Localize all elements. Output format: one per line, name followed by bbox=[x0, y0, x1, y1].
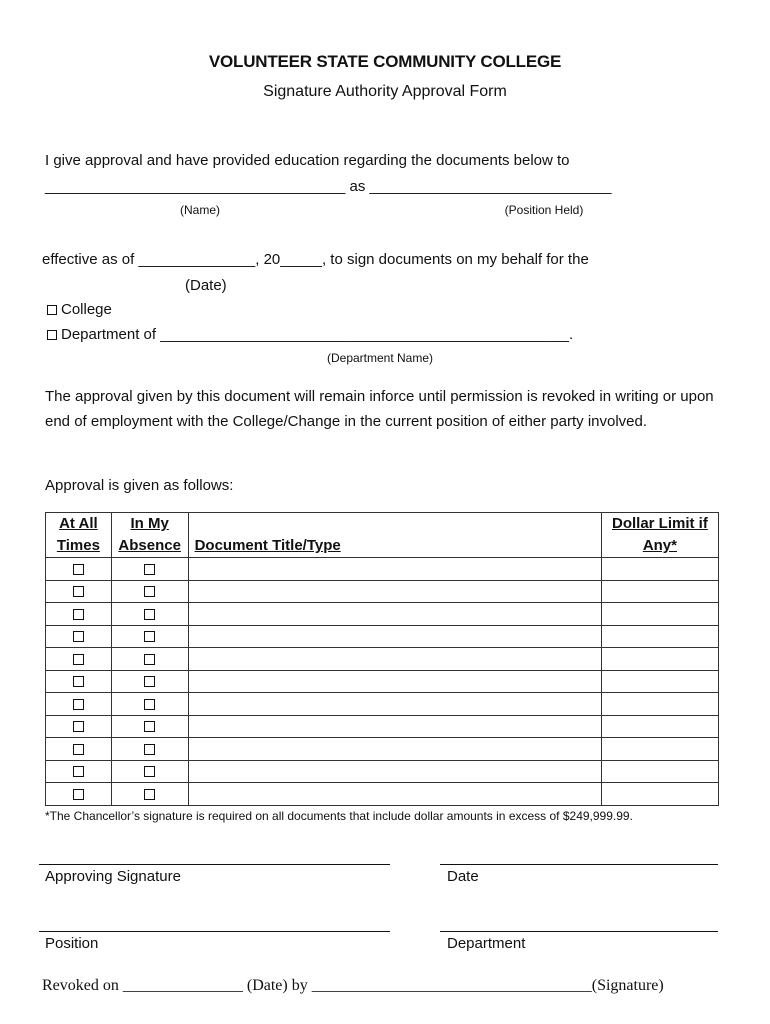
dollar-limit-cell[interactable] bbox=[601, 715, 718, 738]
table-row bbox=[46, 760, 719, 783]
at-all-times-cell-checkbox[interactable] bbox=[73, 631, 84, 642]
in-my-absence-cell-checkbox[interactable] bbox=[144, 766, 155, 777]
document-title-cell[interactable] bbox=[188, 670, 601, 693]
chancellor-footnote: *The Chancellor’s signature is required on all documents that include dollar amounts in excess of $249,999.99. bbox=[45, 809, 633, 823]
document-title-cell[interactable] bbox=[188, 738, 601, 761]
date-signature-line[interactable] bbox=[440, 864, 718, 865]
department-checkbox[interactable] bbox=[47, 330, 57, 340]
at-all-times-cell-checkbox[interactable] bbox=[73, 586, 84, 597]
document-title-cell[interactable] bbox=[188, 760, 601, 783]
header-at-all-times: At All Times bbox=[46, 513, 112, 558]
department-line[interactable] bbox=[440, 931, 718, 932]
table-header-row bbox=[46, 513, 719, 558]
in-my-absence-cell-checkbox[interactable] bbox=[144, 699, 155, 710]
at-all-times-cell-checkbox[interactable] bbox=[73, 609, 84, 620]
revoked-line[interactable]: Revoked on _______________ (Date) by ___________________________________(Signature) bbox=[42, 977, 664, 994]
at-all-times-cell bbox=[46, 693, 112, 716]
table-row bbox=[46, 648, 719, 671]
document-title-cell[interactable] bbox=[188, 580, 601, 603]
effective-date-line[interactable]: effective as of ______________, 20_____, to sign documents on my behalf for the bbox=[42, 251, 589, 268]
document-title-cell[interactable] bbox=[188, 693, 601, 716]
at-all-times-cell-checkbox[interactable] bbox=[73, 789, 84, 800]
in-my-absence-cell-checkbox[interactable] bbox=[144, 789, 155, 800]
document-title-cell[interactable] bbox=[188, 715, 601, 738]
in-my-absence-cell bbox=[111, 738, 188, 761]
at-all-times-cell bbox=[46, 603, 112, 626]
in-my-absence-cell bbox=[111, 603, 188, 626]
form-title: VOLUNTEER STATE COMMUNITY COLLEGE bbox=[208, 52, 562, 71]
name-caption: (Name) bbox=[179, 203, 220, 217]
intro-line: I give approval and have provided education regarding the documents below to bbox=[45, 152, 570, 169]
at-all-times-cell-checkbox[interactable] bbox=[73, 654, 84, 665]
in-my-absence-cell bbox=[111, 648, 188, 671]
document-title-cell[interactable] bbox=[188, 603, 601, 626]
dollar-limit-cell[interactable] bbox=[601, 625, 718, 648]
header-dollar-limit: Dollar Limit if Any* bbox=[601, 513, 718, 558]
date-caption: (Date) bbox=[185, 277, 227, 294]
at-all-times-cell-checkbox[interactable] bbox=[73, 564, 84, 575]
dollar-limit-cell[interactable] bbox=[601, 580, 718, 603]
college-option[interactable] bbox=[47, 301, 112, 318]
at-all-times-cell-checkbox[interactable] bbox=[73, 721, 84, 732]
in-my-absence-cell bbox=[111, 760, 188, 783]
document-title-cell[interactable] bbox=[188, 558, 601, 581]
in-my-absence-cell-checkbox[interactable] bbox=[144, 609, 155, 620]
table-row bbox=[46, 558, 719, 581]
dollar-limit-cell[interactable] bbox=[601, 693, 718, 716]
position-caption: (Position Held) bbox=[504, 203, 584, 217]
table-row bbox=[46, 670, 719, 693]
header-in-my-absence: In My Absence bbox=[111, 513, 188, 558]
table-row bbox=[46, 693, 719, 716]
table-row bbox=[46, 580, 719, 603]
department-caption: (Department Name) bbox=[326, 351, 434, 365]
at-all-times-cell bbox=[46, 715, 112, 738]
department-label: Department bbox=[447, 935, 526, 952]
in-my-absence-cell bbox=[111, 670, 188, 693]
table-row bbox=[46, 603, 719, 626]
form-subtitle: Signature Authority Approval Form bbox=[263, 83, 507, 100]
in-my-absence-cell-checkbox[interactable] bbox=[144, 564, 155, 575]
in-my-absence-cell-checkbox[interactable] bbox=[144, 744, 155, 755]
name-position-line[interactable]: ____________________________________ as _____________________________ bbox=[45, 178, 612, 195]
in-my-absence-cell-checkbox[interactable] bbox=[144, 654, 155, 665]
at-all-times-cell bbox=[46, 738, 112, 761]
table-row bbox=[46, 625, 719, 648]
dollar-limit-cell[interactable] bbox=[601, 648, 718, 671]
position-line[interactable] bbox=[39, 931, 390, 932]
at-all-times-cell bbox=[46, 648, 112, 671]
college-label: College bbox=[61, 301, 112, 318]
at-all-times-cell bbox=[46, 625, 112, 648]
at-all-times-cell-checkbox[interactable] bbox=[73, 744, 84, 755]
department-option[interactable] bbox=[47, 326, 573, 343]
at-all-times-cell-checkbox[interactable] bbox=[73, 676, 84, 687]
in-my-absence-cell bbox=[111, 715, 188, 738]
in-my-absence-cell bbox=[111, 580, 188, 603]
at-all-times-cell bbox=[46, 670, 112, 693]
at-all-times-cell-checkbox[interactable] bbox=[73, 766, 84, 777]
approval-follows-label: Approval is given as follows: bbox=[45, 477, 234, 494]
approving-signature-label: Approving Signature bbox=[45, 868, 181, 885]
header-document-title: Document Title/Type bbox=[188, 513, 601, 558]
document-title-cell[interactable] bbox=[188, 625, 601, 648]
in-my-absence-cell bbox=[111, 625, 188, 648]
in-my-absence-cell bbox=[111, 693, 188, 716]
dollar-limit-cell[interactable] bbox=[601, 760, 718, 783]
approving-signature-line[interactable] bbox=[39, 864, 390, 865]
in-my-absence-cell-checkbox[interactable] bbox=[144, 586, 155, 597]
dollar-limit-cell[interactable] bbox=[601, 558, 718, 581]
in-my-absence-cell-checkbox[interactable] bbox=[144, 676, 155, 687]
at-all-times-cell-checkbox[interactable] bbox=[73, 699, 84, 710]
table-row bbox=[46, 738, 719, 761]
in-my-absence-cell bbox=[111, 558, 188, 581]
table-row bbox=[46, 783, 719, 806]
dollar-limit-cell[interactable] bbox=[601, 783, 718, 806]
dollar-limit-cell[interactable] bbox=[601, 738, 718, 761]
approval-table bbox=[45, 512, 719, 806]
document-title-cell[interactable] bbox=[188, 648, 601, 671]
date-label: Date bbox=[447, 868, 479, 885]
dollar-limit-cell[interactable] bbox=[601, 603, 718, 626]
position-label: Position bbox=[45, 935, 99, 952]
approval-paragraph: The approval given by this document will remain inforce until permission is revoked in writing or upon end of employment with the College/Change in the current position of either party involved. bbox=[45, 388, 714, 430]
document-title-cell[interactable] bbox=[188, 783, 601, 806]
at-all-times-cell bbox=[46, 783, 112, 806]
dollar-limit-cell[interactable] bbox=[601, 670, 718, 693]
college-checkbox[interactable] bbox=[47, 305, 57, 315]
at-all-times-cell bbox=[46, 558, 112, 581]
department-label: Department of _________________________________________________. bbox=[61, 326, 574, 343]
table-row bbox=[46, 715, 719, 738]
in-my-absence-cell bbox=[111, 783, 188, 806]
in-my-absence-cell-checkbox[interactable] bbox=[144, 721, 155, 732]
at-all-times-cell bbox=[46, 580, 112, 603]
in-my-absence-cell-checkbox[interactable] bbox=[144, 631, 155, 642]
at-all-times-cell bbox=[46, 760, 112, 783]
